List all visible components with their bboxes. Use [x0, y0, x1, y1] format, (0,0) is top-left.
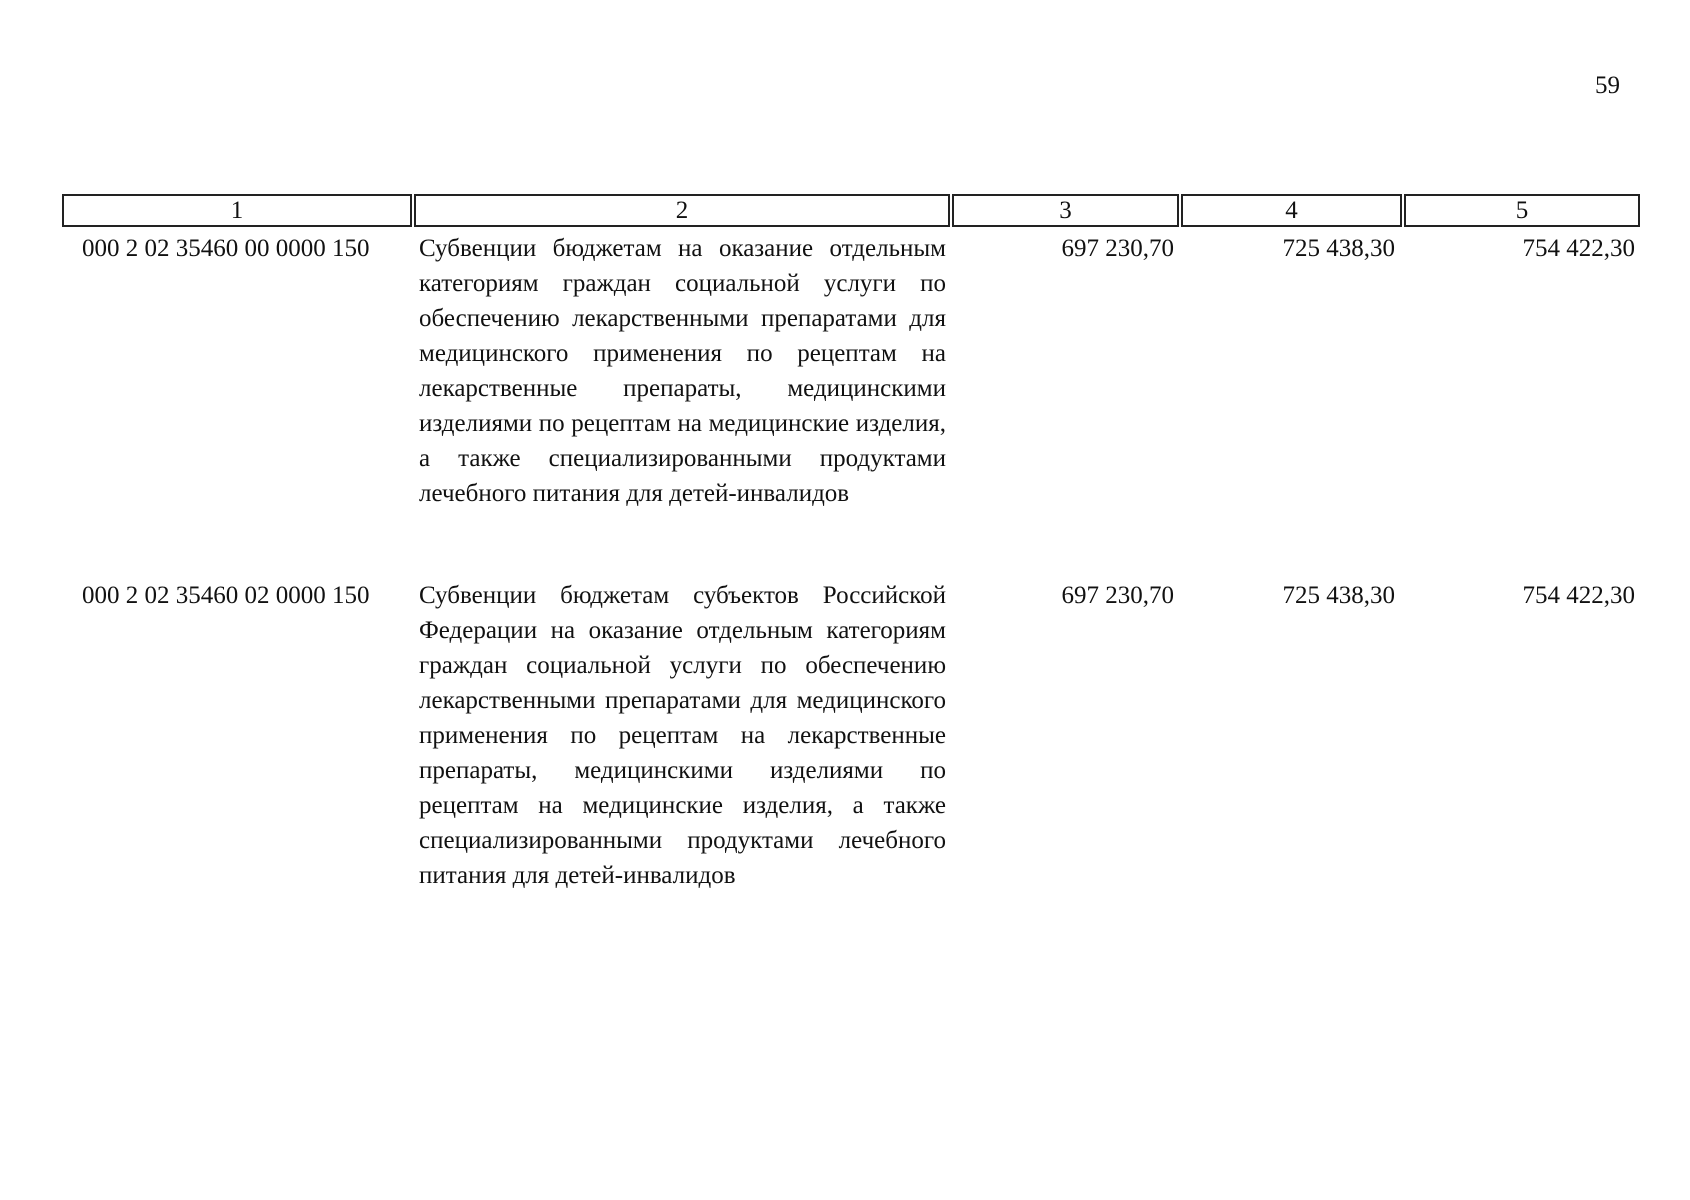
table-header-col-2: 2 [414, 194, 950, 227]
table-row-1-col5: 754 422,30 [1522, 235, 1635, 262]
table-row-1-col3: 697 230,70 [1061, 235, 1174, 262]
page-number: 59 [1595, 72, 1620, 99]
table-header-col-1: 1 [62, 194, 412, 227]
table-row-2-col3: 697 230,70 [1061, 582, 1174, 609]
table-row-2-code: 000 2 02 35460 02 0000 150 [82, 582, 370, 609]
table-row-2-col4: 725 438,30 [1282, 582, 1395, 609]
table-row-1-code: 000 2 02 35460 00 0000 150 [82, 235, 370, 262]
table-header-col-3: 3 [952, 194, 1179, 227]
table-row-1-col4: 725 438,30 [1282, 235, 1395, 262]
table-row-2-description: Субвенции бюджетам субъектов Российской Федерации на оказание отдельным категориям граждан социальной услуги по обеспечению лекарственными препаратами для медицинского применения по рецептам на лекарственные препараты, медицинскими изделиями по рецептам на медицинские изделия, а также специализированными продуктами лечебного питания для детей-инвалидов [419, 582, 946, 889]
table-header-col-4: 4 [1181, 194, 1402, 227]
table-header-col-5: 5 [1404, 194, 1640, 227]
table-row-1-description: Субвенции бюджетам на оказание отдельным категориям граждан социальной услуги по обеспечению лекарственными препаратами для медицинского применения по рецептам на лекарственные препараты, медицинскими изделиями по рецептам на медицинские изделия, а также специализированными продуктами лечебного питания для детей-инвалидов [419, 235, 946, 507]
table-row-2-col5: 754 422,30 [1522, 582, 1635, 609]
